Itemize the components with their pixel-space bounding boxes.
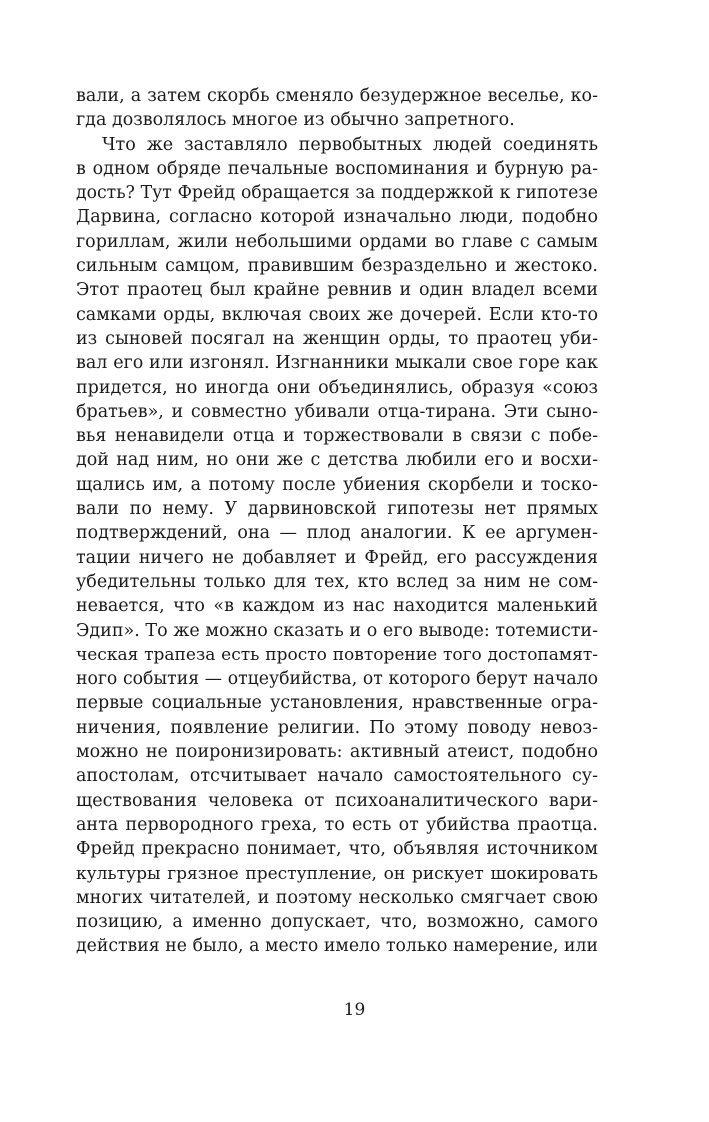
text-line: позицию, а именно допускает, что, возможно, самого — [76, 912, 598, 933]
text-line: в одном обряде печальные воспоминания и бурную ра- — [76, 158, 598, 179]
text-line: ческая трапеза есть просто повторение того достопамят- — [76, 644, 598, 665]
text-line: Эдип». То же можно сказать и о его выводе: тотемисти- — [76, 620, 598, 641]
page-number: 19 — [343, 1000, 366, 1020]
text-line: вали по нему. У дарвиновской гипотезы нет прямых — [76, 499, 598, 520]
text-line: щались им, а потому после убиения скорбели и тоско- — [76, 474, 598, 495]
text-line: подтверждений, она — плод аналогии. К ее аргумен- — [76, 523, 598, 544]
text-line: Фрейд прекрасно понимает, что, объявляя источником — [76, 839, 598, 860]
text-line: многих читателей, и поэтому несколько смягчает свою — [76, 887, 598, 908]
text-line: Что же заставляло первобытных людей соединять — [102, 134, 598, 155]
text-line: вали, а затем скорбь сменяло безудержное веселье, ко- — [76, 86, 598, 106]
text-line: ничения, появление религии. По этому поводу невоз- — [76, 717, 598, 738]
text-line: тации ничего не добавляет и Фрейд, его рассуждения — [76, 547, 598, 568]
text-line: из сыновей посягал на женщин орды, то праотец уби- — [76, 328, 598, 349]
body-text — [76, 84, 598, 959]
text-line: Дарвина, согласно которой изначально люди, подобно — [76, 207, 598, 228]
text-line: братьев», и совместно убивали отца-тирана. Эти сыно- — [76, 401, 598, 422]
text-line: самками орды, включая своих же дочерей. Если кто-то — [76, 304, 598, 325]
text-line: Этот праотец был крайне ревнив и один владел всеми — [76, 280, 598, 301]
text-line: действия не было, а место имело только намерение, или — [76, 936, 598, 957]
text-line: гда дозволялось многое из обычно запретного. — [76, 110, 515, 131]
text-line: первые социальные установления, нравственные огра- — [76, 693, 598, 714]
text-line: придется, но иногда они объединялись, образуя «союз — [76, 377, 598, 398]
text-line: апостолам, отсчитывает начало самостоятельного су- — [76, 766, 598, 787]
text-line: ществования человека от психоаналитического вари- — [76, 790, 598, 811]
text-line: ного события — отцеубийства, от которого берут начало — [76, 669, 598, 690]
text-line: дость? Тут Фрейд обращается за поддержкой к гипотезе — [76, 183, 598, 204]
text-line: культуры грязное преступление, он рискует шокировать — [76, 863, 598, 884]
text-line: невается, что «в каждом из нас находится маленький — [76, 596, 598, 617]
text-line: гориллам, жили небольшими ордами во главе с самым — [76, 231, 598, 252]
text-line: анта первородного греха, то есть от убийства праотца. — [76, 814, 598, 835]
text-line: дой над ним, но они же с детства любили его и восхи- — [76, 450, 598, 471]
text-line: вал его или изгонял. Изгнанники мыкали свое горе как — [76, 353, 598, 374]
text-line: можно не поиронизировать: активный атеист, подобно — [76, 742, 598, 763]
text-line: убедительны только для тех, кто вслед за ним не сом- — [76, 571, 598, 592]
text-line: сильным самцом, правившим безраздельно и жестоко. — [76, 256, 598, 277]
text-line: вья ненавидели отца и торжествовали в связи с побе- — [76, 426, 598, 447]
